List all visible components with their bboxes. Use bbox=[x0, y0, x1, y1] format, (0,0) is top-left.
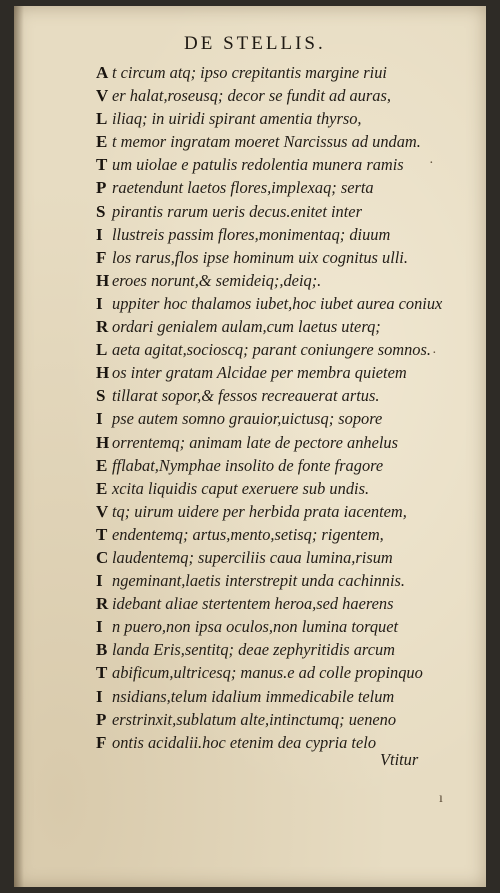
catchword: Vtitur bbox=[380, 750, 419, 769]
verse-line bbox=[96, 246, 476, 269]
verse-line bbox=[96, 61, 476, 84]
verse-line bbox=[96, 223, 476, 246]
verse-text-block bbox=[96, 61, 476, 754]
verse-text: nsidians,telum idalium immedicabile telum bbox=[112, 686, 395, 706]
verse-line bbox=[96, 546, 476, 569]
verse-text: er halat,roseusq; decor se fundit ad auras, bbox=[112, 86, 391, 106]
verse-text: llustreis passim flores,monimentaq; diuum bbox=[112, 224, 391, 244]
verse-text: eroes norunt,& semideiq;,deiq;. bbox=[112, 270, 322, 290]
verse-text: endentemq; artus,mento,setisq; rigentem, bbox=[112, 524, 384, 544]
page-gutter-shadow bbox=[14, 6, 24, 887]
verse-text: um uiolae e patulis redolentia munera ramis bbox=[112, 155, 404, 175]
verse-text: los rarus,flos ipse hominum uix cognitus ulli. bbox=[112, 247, 408, 267]
verse-initial: I bbox=[96, 571, 103, 591]
verse-text: idebant aliae stertentem heroa,sed haerens bbox=[112, 594, 394, 614]
verse-text: ontis acidalii.hoc etenim dea cypria telo bbox=[112, 732, 377, 752]
verse-initial: V bbox=[96, 501, 109, 521]
verse-text: erstrinxit,sublatum alte,intinctumq; ueneno bbox=[112, 709, 397, 729]
verse-text: iliaq; in uiridi spirant amentia thyrso, bbox=[112, 109, 362, 129]
running-head: DE STELLIS. bbox=[184, 33, 326, 54]
verse-text: raetendunt laetos flores,implexaq; serta bbox=[112, 178, 374, 198]
verse-line bbox=[96, 407, 476, 430]
verse-initial: I bbox=[96, 409, 103, 429]
verse-initial: V bbox=[96, 86, 109, 106]
verse-text: fflabat,Nymphae insolito de fonte fragore bbox=[112, 455, 384, 475]
verse-text: uppiter hoc thalamos iubet,hoc iubet aurea coniux bbox=[112, 293, 443, 313]
verse-text: ngeminant,laetis interstrepit unda cachinnis. bbox=[112, 571, 406, 591]
verse-initial: H bbox=[96, 270, 110, 290]
verse-initial: T bbox=[96, 663, 108, 683]
verse-text: abificum,ultricesq; manus.e ad colle propinquo bbox=[112, 663, 423, 683]
verse-initial: I bbox=[96, 224, 103, 244]
verse-text: tillarat sopor,& fessos recreauerat artus. bbox=[112, 386, 380, 406]
verse-text: pirantis rarum ueris decus.enitet inter bbox=[112, 201, 362, 221]
verse-line bbox=[96, 638, 476, 661]
verse-line bbox=[96, 708, 476, 731]
verse-initial: T bbox=[96, 155, 108, 175]
verse-initial: B bbox=[96, 640, 108, 660]
verse-text: os inter gratam Alcidae per membra quietem bbox=[112, 363, 407, 383]
verse-text: n puero,non ipsa oculos,non lumina torquet bbox=[112, 617, 399, 637]
verse-initial: E bbox=[96, 478, 108, 498]
verse-text: orrentemq; animam late de pectore anhelus bbox=[112, 432, 399, 452]
verse-line bbox=[96, 130, 476, 153]
verse-line bbox=[96, 661, 476, 684]
verse-initial: R bbox=[96, 317, 109, 337]
verse-line bbox=[96, 523, 476, 546]
verse-line bbox=[96, 84, 476, 107]
verse-initial: L bbox=[96, 109, 108, 129]
verse-line bbox=[96, 200, 476, 223]
margin-dot: · bbox=[429, 156, 434, 171]
verse-initial: I bbox=[96, 617, 103, 637]
verse-text: t memor ingratam moeret Narcissus ad undam. bbox=[112, 132, 421, 152]
verse-text: landa Eris,sentitq; deae zephyritidis arcum bbox=[112, 640, 396, 660]
verse-line bbox=[96, 500, 476, 523]
verse-text: laudentemq; superciliis caua lumina,risum bbox=[112, 547, 393, 567]
verse-line bbox=[96, 685, 476, 708]
verse-initial: T bbox=[96, 524, 108, 544]
book-page bbox=[14, 6, 486, 887]
verse-text: t circum atq; ipso crepitantis margine riui bbox=[112, 63, 387, 82]
verse-initial: C bbox=[96, 547, 109, 567]
verse-line bbox=[96, 361, 476, 384]
verse-initial: E bbox=[96, 455, 108, 475]
verse-line bbox=[96, 269, 476, 292]
verse-line bbox=[96, 454, 476, 477]
verse-initial: S bbox=[96, 201, 106, 221]
verse-text: ordari genialem aulam,cum laetus uterq; bbox=[112, 317, 381, 337]
margin-tick: ı bbox=[439, 791, 443, 806]
margin-mark: · bbox=[432, 346, 437, 361]
verse-initial: H bbox=[96, 363, 110, 383]
verse-initial: P bbox=[96, 709, 107, 729]
verse-initial: A bbox=[96, 63, 109, 82]
verse-line bbox=[96, 107, 476, 130]
verse-line bbox=[96, 592, 476, 615]
verse-line bbox=[96, 315, 476, 338]
verse-initial: F bbox=[96, 732, 107, 752]
verse-line bbox=[96, 338, 476, 361]
verse-line bbox=[96, 731, 476, 754]
verse-initial: I bbox=[96, 686, 103, 706]
verse-line bbox=[96, 431, 476, 454]
verse-line bbox=[96, 477, 476, 500]
verse-line bbox=[96, 153, 476, 176]
verse-line bbox=[96, 384, 476, 407]
verse-initial: P bbox=[96, 178, 107, 198]
verse-initial: H bbox=[96, 432, 110, 452]
verse-line bbox=[96, 569, 476, 592]
verse-initial: R bbox=[96, 594, 109, 614]
verse-line bbox=[96, 176, 476, 199]
verse-line bbox=[96, 615, 476, 638]
verse-line bbox=[96, 292, 476, 315]
verse-text: tq; uirum uidere per herbida prata iacentem, bbox=[112, 501, 407, 521]
verse-text: aeta agitat,socioscq; parant coniungere somnos. bbox=[112, 340, 431, 360]
verse-initial: I bbox=[96, 293, 103, 313]
verse-initial: F bbox=[96, 247, 107, 267]
verse-initial: E bbox=[96, 132, 108, 152]
verse-initial: S bbox=[96, 386, 106, 406]
verse-initial: L bbox=[96, 340, 108, 360]
verse-text: pse autem somno grauior,uictusq; sopore bbox=[112, 409, 383, 429]
verse-text: xcita liquidis caput exeruere sub undis. bbox=[112, 478, 370, 498]
